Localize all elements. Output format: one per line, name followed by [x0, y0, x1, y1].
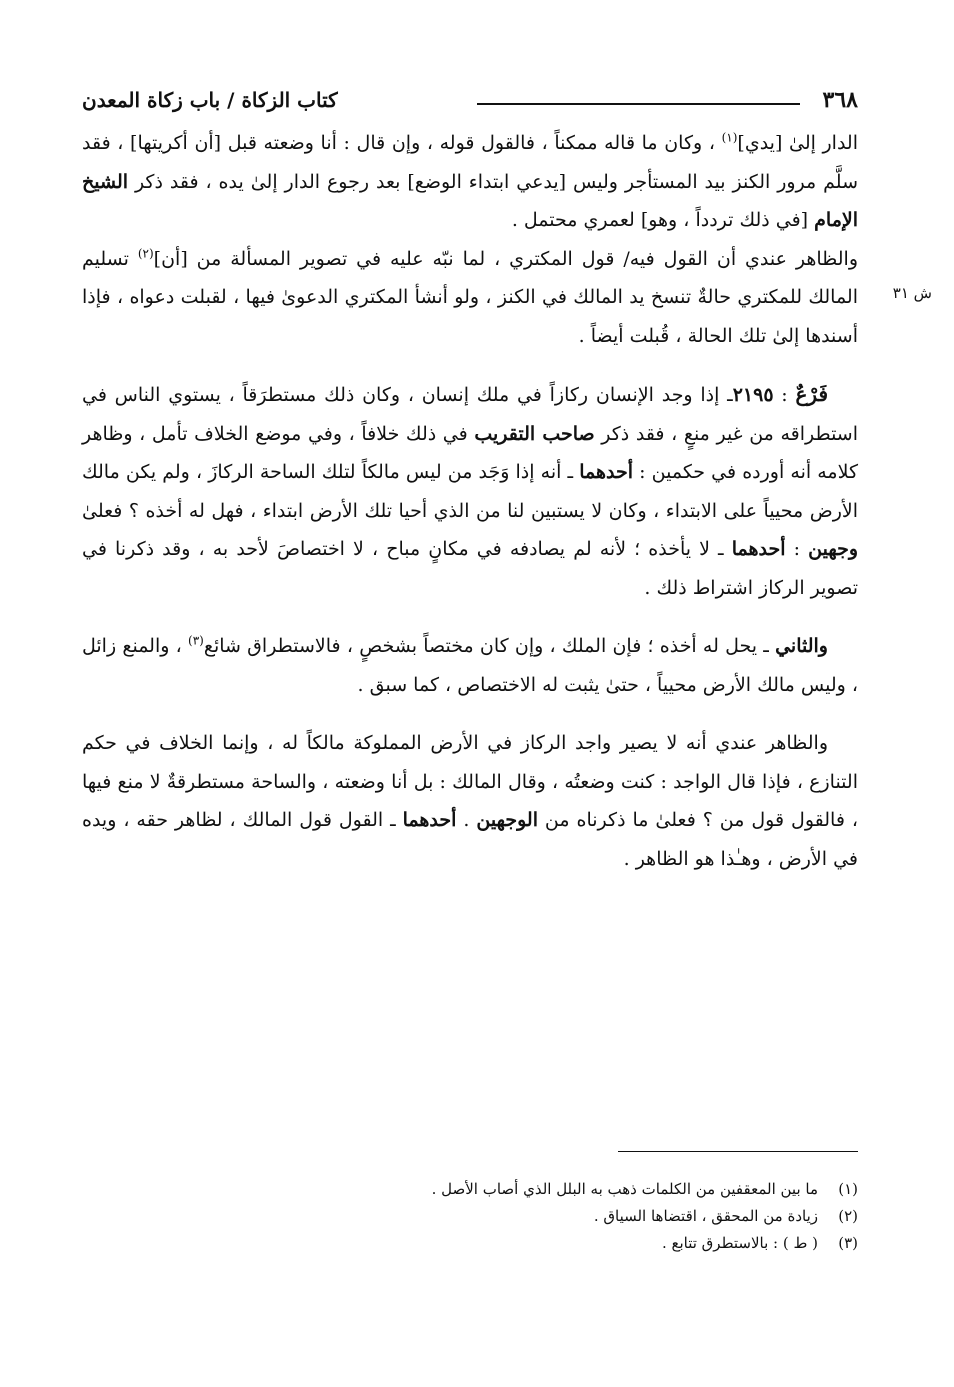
text-run: [في ذلك تردداً ، وهو] لعمري محتمل . — [511, 209, 815, 231]
header-rule — [477, 103, 800, 105]
footnote-ref-3: (٣) — [188, 633, 204, 648]
bold-term: والثاني — [775, 635, 828, 657]
footnote-text: زيادة من المحقق ، اقتضاها السياق . — [593, 1207, 818, 1225]
text-run: : — [773, 384, 796, 406]
text-run: والظاهر عندي أنه لا يصير واجد الركاز في الأرض المملوكة مالكاً له ، وإنما الخلاف في حكم التنازع ، فإذا قال الواجد : كنت وضعتُه ، وقال المالك : بل أنا وضعته ، والساحة مستطرقةٌ لا منع فيها ، فالقول قول من ؟ فعلىٰ ما ذكرناه من — [82, 732, 859, 831]
paragraph-3 — [82, 375, 858, 607]
footnote-2 — [82, 1203, 858, 1230]
footnote-separator — [618, 1151, 858, 1152]
bold-term: وجهين — [808, 538, 859, 560]
bold-term: أحدهما — [579, 461, 633, 483]
paragraph-2 — [82, 240, 858, 356]
main-text — [82, 124, 858, 878]
footnote-ref-1: (١) — [721, 130, 738, 145]
bold-term: صاحب التقريب — [474, 422, 595, 445]
text-run: : — [785, 538, 809, 560]
running-header — [82, 86, 858, 116]
footnote-ref-2: (٢) — [137, 246, 154, 261]
footnotes — [82, 1176, 858, 1257]
section-label: فَرْعٌ — [795, 382, 828, 406]
bold-term: أحدهما — [731, 538, 786, 560]
text-run: الدار إلىٰ [يدي] — [737, 132, 859, 154]
text-run: تسليم المالك للمكتري حالةٌ تنسخ يد المالك في الكنز ، ولو أنشأ المكتري الدعوىٰ فيها ، لقبلت دعواه ، فإذا أسندها إلىٰ تلك الحالة ، قُبلت أيضاً . — [82, 247, 858, 347]
text-run: ـ لا يأخذه ؛ لأنه لم يصادفه في مكانٍ مباح ، لا اختصاصَ لأحد به ، وقد ذكرنا في تصوير الركاز اشتراط ذلك . — [82, 538, 858, 599]
text-run: . — [456, 809, 477, 831]
text-run: ـ أنه إذا وَجَد من ليس مالكاً لتلك الساحة الركازَ ، ولم يكن مالك الأرض محيياً على الابتداء ، وكان لا يستبين لنا من الذي أحيا تلك الأرض ابتداء ، فهل له أخذه ؟ فعلىٰ — [82, 461, 858, 522]
text-run: ـ يحل له أخذه ؛ فإن الملك ، وإن كان مختصاً بشخصٍ ، فالاستطراق شائع — [203, 635, 776, 657]
bold-term: أحدهما — [402, 809, 457, 831]
text-run: ، والمنع زائل ، وليس مالك الأرض محيياً ، حتىٰ يثبت له الاختصاص ، كما سبق . — [82, 635, 858, 696]
margin-folio-note: ش ٣١ — [892, 284, 932, 302]
text-run: ، وكان ما قاله ممكناً ، فالقول قوله ، وإن قال : أنا وضعته قبل [أن أكريتها] ، فقد سلَّم مرور الكنز بيد المستأجر وليس [يدعي ابتداء الوضع] بعد رجوع الدار إلىٰ يده ، فقد ذكر — [82, 132, 858, 193]
page-number: ٣٦٨ — [822, 87, 858, 113]
footnote-number: (٣) — [838, 1234, 858, 1252]
text-run: في ذلك خلافاً ، وفي موضع الخلاف تأمل ، وظاهر كلامه أنه أورده في حكمين : — [82, 422, 858, 483]
footnote-number: (١) — [838, 1180, 858, 1198]
text-run: ـ إذا وجد الإنسان ركازاً في ملك إنسان ، وكان ذلك مستطرَقاً ، يستوي الناس في استطراقه من غير منعٍ ، فقد ذكر — [82, 384, 858, 445]
bold-term: الوجهين — [476, 809, 538, 831]
text-run: والظاهر عندي أن القول فيه/ قول المكتري ، لما نبّه عليه في تصوير المسألة من [أن] — [153, 247, 858, 270]
footnote-text: ما بين المعقفين من الكلمات ذهب به البلل الذي أصاب الأصل . — [431, 1180, 818, 1198]
text-run: ـ القول قول المالك ، لظاهر حقه ، ويده في الأرض ، وهـٰذا هو الظاهر . — [82, 809, 858, 870]
paragraph-4 — [82, 627, 858, 704]
paragraph-5 — [82, 724, 858, 878]
footnote-text: ( ط ) : بالاستطرق تتابع . — [661, 1234, 818, 1252]
chapter-title: كتاب الزكاة / باب زكاة المعدن — [82, 88, 338, 112]
footnote-1 — [82, 1176, 858, 1203]
bold-term: الشيخ الإمام — [82, 170, 858, 231]
footnote-3 — [82, 1230, 858, 1257]
footnote-number: (٢) — [838, 1207, 858, 1225]
paragraph-1 — [82, 124, 858, 240]
issue-number: ٢١٩٥ — [732, 384, 774, 406]
